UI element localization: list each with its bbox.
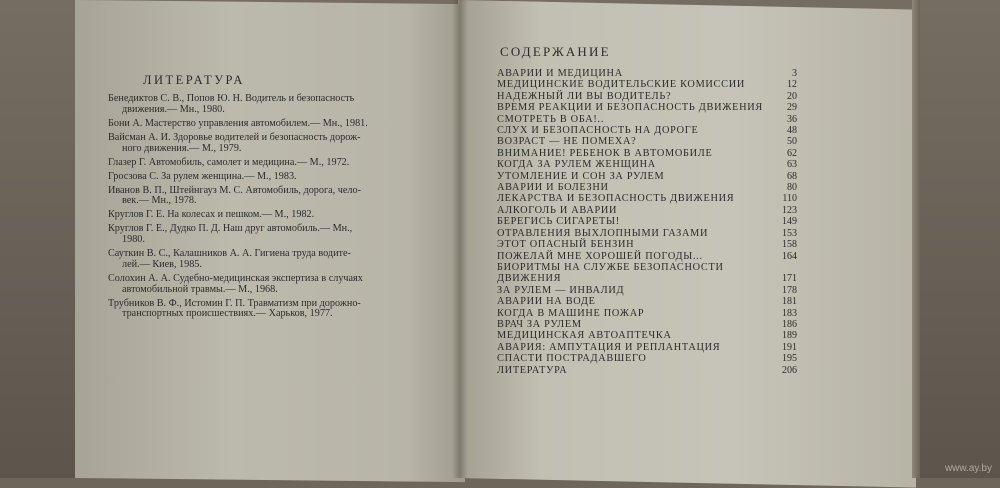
reference-item: Бенедиктов С. В., Попов Ю. Н. Водитель и безопасность движения.— Мн., 1980. [108,93,355,115]
toc-entry [497,159,797,170]
toc-entry-page: 189 [782,330,797,342]
toc-entry [497,262,797,273]
page-edge [912,0,920,478]
reference-item: Иванов В. П., Штейнгауз М. С. Автомобиль, дорога, чело- век.— Мн., 1978. [108,184,361,207]
toc-entry [497,216,797,227]
toc-entry-title: СМОТРЕТЬ В ОБА!.. [497,113,605,125]
toc-entry-title: УТОМЛЕНИЕ И СОН ЗА РУЛЕМ [497,170,665,182]
toc-entry-title: ОТРАВЛЕНИЯ ВЫХЛОПНЫМИ ГАЗАМИ [497,227,709,239]
toc-entry-page: 191 [782,341,797,353]
toc-entry [497,68,797,79]
toc-entry [497,79,797,90]
toc-entry-page: 186 [782,318,797,330]
toc-entry-page: 68 [787,170,797,182]
toc-entry [497,148,797,159]
toc-entry-title: ЛЕКАРСТВА И БЕЗОПАСНОСТЬ ДВИЖЕНИЯ [497,193,735,205]
toc-entry-page: 48 [787,125,797,137]
toc-entry-page: 3 [792,68,797,79]
toc-entry-page: 153 [782,227,797,239]
toc-entry [497,205,797,216]
toc-entry-title: АВАРИИ И БОЛЕЗНИ [497,182,609,194]
toc-entry-title: ВОЗРАСТ — НЕ ПОМЕХА? [497,136,637,148]
toc-entry-page: 195 [782,353,797,365]
book-gutter [452,0,468,478]
toc-entry-title: ВРАЧ ЗА РУЛЕМ [497,318,582,330]
toc-entry-title: АВАРИИ И МЕДИЦИНА [497,68,623,79]
toc-entry [497,239,797,250]
toc-entry-page: 50 [787,136,797,148]
reference-item: Глазер Г. Автомобиль, самолет и медицина.— М., 1972. [108,156,350,168]
toc-entry-title: АВАРИЯ: АМПУТАЦИЯ И РЕПЛАНТАЦИЯ [497,341,721,353]
toc-entry-title: КОГДА ЗА РУЛЕМ ЖЕНЩИНА [497,159,656,171]
reference-item: Бони А. Мастерство управления автомобилем.— Мн., 1981. [108,117,368,129]
toc-entry-title: АВАРИИ НА ВОДЕ [497,296,596,308]
toc-entry [497,342,797,353]
toc-entry-page: 36 [787,113,797,125]
reference-item: Солохин А. А. Судебно-медицинская экспертиза в случаях автомобильной травмы.— М., 1968. [108,272,363,295]
toc-entry [497,353,797,364]
reference-item: Гросзова С. За рулем женщина.— М., 1983. [108,170,297,182]
reference-item: Трубников В. Ф., Истомин Г. П. Травматизм при дорожно- транспортных происшествиях.— Харьков, 1977. [108,297,361,320]
toc-entry-page: 12 [787,79,797,91]
toc-entry-page: 29 [787,102,797,114]
toc-entry [497,91,797,102]
toc-entry [497,136,797,147]
toc-entry-title: ВРЕМЯ РЕАКЦИИ И БЕЗОПАСНОСТЬ ДВИЖЕНИЯ [497,102,763,114]
table-of-contents [497,68,797,376]
toc-entry-page: 80 [787,182,797,194]
toc-entry-page: 123 [782,204,797,216]
toc-entry-page: 158 [782,239,797,251]
toc-entry-title: КОГДА В МАШИНЕ ПОЖАР [497,307,645,319]
literature-heading: ЛИТЕРАТУРА [143,73,245,87]
toc-entry-page: 20 [787,90,797,102]
toc-entry [497,296,797,307]
toc-entry [497,365,797,376]
toc-entry-title: МЕДИЦИНСКАЯ АВТОАПТЕЧКА [497,330,672,342]
toc-entry-title: ПОЖЕЛАЙ МНЕ ХОРОШЕЙ ПОГОДЫ... [497,250,703,262]
toc-entry-page: 178 [782,284,797,296]
toc-entry [497,171,797,182]
toc-entry-title: НАДЕЖНЫЙ ЛИ ВЫ ВОДИТЕЛЬ? [497,90,672,102]
toc-entry-page: 164 [782,250,797,262]
toc-entry [497,125,797,136]
toc-entry [497,102,797,113]
toc-entry-title: ЛИТЕРАТУРА [497,364,568,376]
toc-entry-page: 181 [782,296,797,308]
toc-entry-page: 63 [787,159,797,171]
toc-entry [497,228,797,239]
toc-entry-page: 110 [782,193,797,205]
toc-entry [497,330,797,341]
site-watermark: www.ay.by [944,463,992,474]
toc-entry-title: ЭТОТ ОПАСНЫЙ БЕНЗИН [497,239,635,251]
toc-entry-title: СПАСТИ ПОСТРАДАВШЕГО [497,353,647,365]
reference-item: Сауткин В. С., Калашников А. А. Гигиена труда водите- лей.— Киев, 1985. [108,248,351,270]
toc-entry-page: 183 [782,307,797,319]
toc-entry [497,182,797,193]
toc-entry-page: 149 [782,216,797,228]
toc-entry-title: БЕРЕГИСЬ СИГАРЕТЫ! [497,216,620,228]
toc-entry-title: БИОРИТМЫ НА СЛУЖБЕ БЕЗОПАСНОСТИ [497,261,724,273]
contents-heading: СОДЕРЖАНИЕ [500,44,611,59]
reference-item: Круглов Г. Е., Дудко П. Д. Наш друг автомобиль.— Мн., 1980. [108,223,353,246]
toc-entry-title: ДВИЖЕНИЯ [497,273,562,285]
toc-entry-title: СЛУХ И БЕЗОПАСНОСТЬ НА ДОРОГЕ [497,125,699,137]
toc-entry [497,114,797,125]
reference-item: Круглов Г. Е. На колесах и пешком.— М., 1982. [108,209,315,221]
toc-entry [497,285,797,296]
toc-entry-page: 171 [782,273,797,285]
toc-entry [497,308,797,319]
reference-list [108,94,448,323]
toc-entry-title: ЗА РУЛЕМ — ИНВАЛИД [497,284,625,296]
toc-entry [497,319,797,330]
toc-entry-title: ВНИМАНИЕ! РЕБЕНОК В АВТОМОБИЛЕ [497,147,713,159]
toc-entry-page: 62 [787,147,797,159]
toc-entry-page: 206 [782,364,797,376]
toc-entry [497,193,797,204]
toc-entry-title: МЕДИЦИНСКИЕ ВОДИТЕЛЬСКИЕ КОМИССИИ [497,79,745,91]
toc-entry-title: АЛКОГОЛЬ И АВАРИИ [497,204,618,216]
reference-item: Вайсман А. И. Здоровье водителей и безопасность дорож- ного движения.— М., 1979. [108,131,361,154]
toc-entry [497,273,797,284]
toc-entry [497,251,797,262]
